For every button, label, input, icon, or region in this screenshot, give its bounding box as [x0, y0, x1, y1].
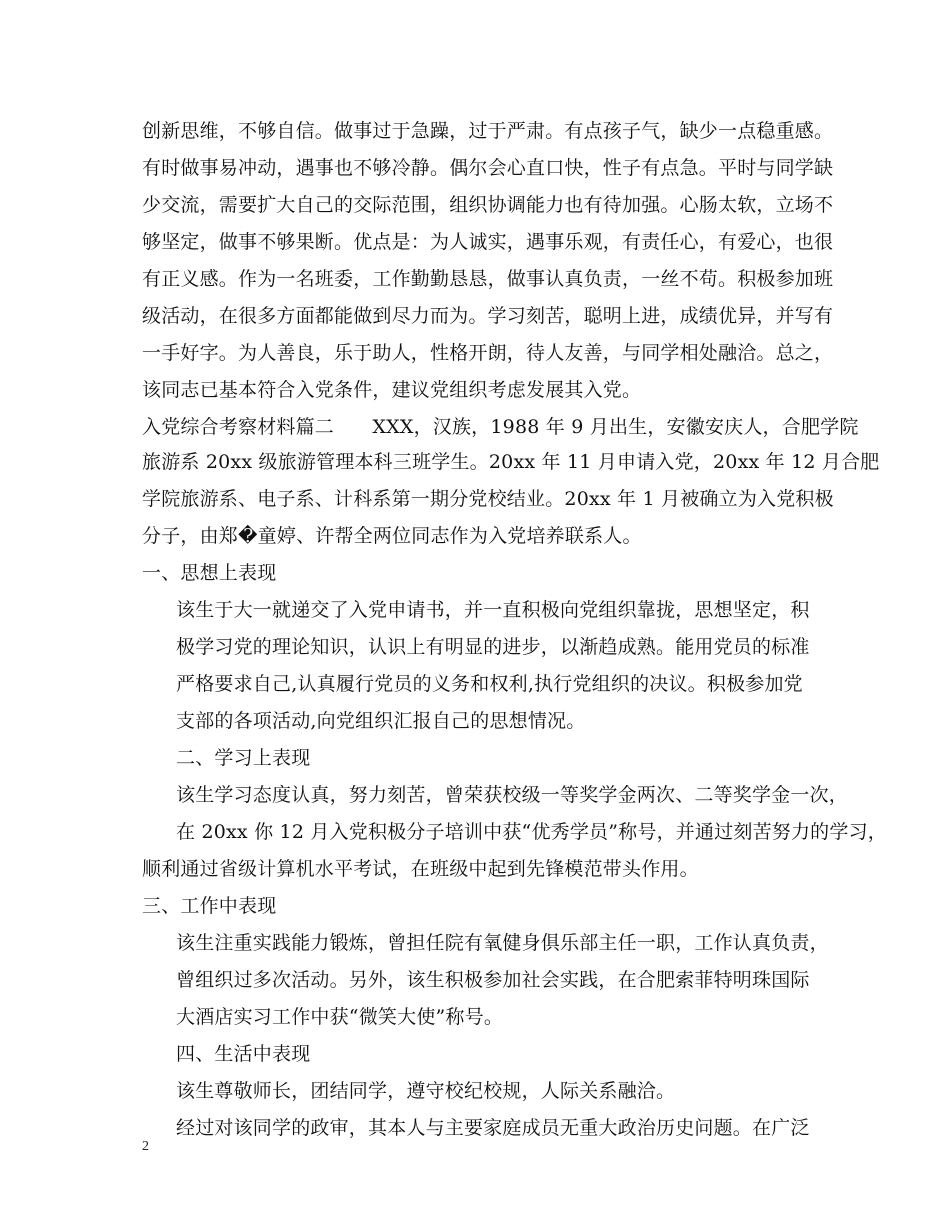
text-line: 该生学习态度认真，努力刻苦，曾荣获校级一等奖学金两次、二等奖学金一次， — [176, 784, 849, 806]
text-line: 顺利通过省级计算机水平考试，在班级中起到先锋模范带头作用。 — [142, 858, 699, 880]
text-line: 少交流，需要扩大自己的交际范围，组织协调能力也有待加强。心肠太软，立场不 — [142, 194, 834, 216]
text-line: 该生尊敬师长，团结同学，遵守校纪校规，人际关系融洽。 — [176, 1080, 676, 1102]
subheading-life: 四、生活中表现 — [176, 1043, 311, 1065]
text-line: 分子，由郑�童婷、许帮全两位同志作为入党培养联系人。 — [142, 525, 642, 547]
subheading-work: 三、工作中表现 — [142, 895, 277, 917]
text-line: 创新思维，不够自信。做事过于急躁，过于严肃。有点孩子气，缺少一点稳重感。 — [142, 120, 834, 142]
text-line: 该生于大一就递交了入党申请书，并一直积极向党组织靠拢，思想坚定，积 — [176, 599, 810, 621]
text-line: 在 20xx 你 12 月入党积极分子培训中获“优秀学员”称号，并通过刻苦努力的学习， — [176, 821, 887, 843]
text-line: 支部的各项活动,向党组织汇报自己的思想情况。 — [176, 710, 586, 732]
text-line: 极学习党的理论知识，认识上有明显的进步，以渐趋成熟。能用党员的标准 — [176, 636, 810, 658]
subheading-study: 二、学习上表现 — [176, 747, 311, 769]
text-line: 一手好字。为人善良，乐于助人，性格开朗，待人友善，与同学相处融洽。总之， — [142, 342, 834, 364]
text-line: 旅游系 20xx 级旅游管理本科三班学生。20xx 年 11 月申请入党，20xx 年 12 月合肥 — [142, 451, 880, 473]
text-line: 曾组织过多次活动。另外，该生积极参加社会实践，在合肥索菲特明珠国际 — [176, 969, 810, 991]
section-heading-line: 入党综合考察材料篇二 XXX，汉族，1988 年 9 月出生，安徽安庆人，合肥学院 — [142, 416, 859, 438]
text-line: 该生注重实践能力锻炼，曾担任院有氧健身俱乐部主任一职，工作认真负责， — [176, 932, 829, 954]
text-line: 有正义感。作为一名班委，工作勤勤恳恳，做事认真负责，一丝不苟。积极参加班 — [142, 268, 834, 290]
text-line: 该同志已基本符合入党条件，建议党组织考虑发展其入党。 — [142, 379, 642, 401]
text-line: 够坚定，做事不够果断。优点是：为人诚实，遇事乐观，有责任心，有爱心，也很 — [142, 231, 834, 253]
text-line: 经过对该同学的政审，其本人与主要家庭成员无重大政治历史问题。在广泛 — [176, 1117, 810, 1139]
subheading-thought: 一、思想上表现 — [142, 562, 277, 584]
text-line: 严格要求自己,认真履行党员的义务和权利,执行党组织的决议。积极参加党 — [176, 673, 803, 695]
text-line: 级活动，在很多方面都能做到尽力而为。学习刻苦，聪明上进，成绩优异，并写有 — [142, 305, 834, 327]
page-number: 2 — [142, 1139, 149, 1154]
text-line: 有时做事易冲动，遇事也不够冷静。偶尔会心直口快，性子有点急。平时与同学缺 — [142, 157, 834, 179]
text-line: 大酒店实习工作中获“微笑大使”称号。 — [176, 1006, 504, 1028]
text-line: 学院旅游系、电子系、计科系第一期分党校结业。20xx 年 1 月被确立为入党积极 — [142, 488, 834, 510]
